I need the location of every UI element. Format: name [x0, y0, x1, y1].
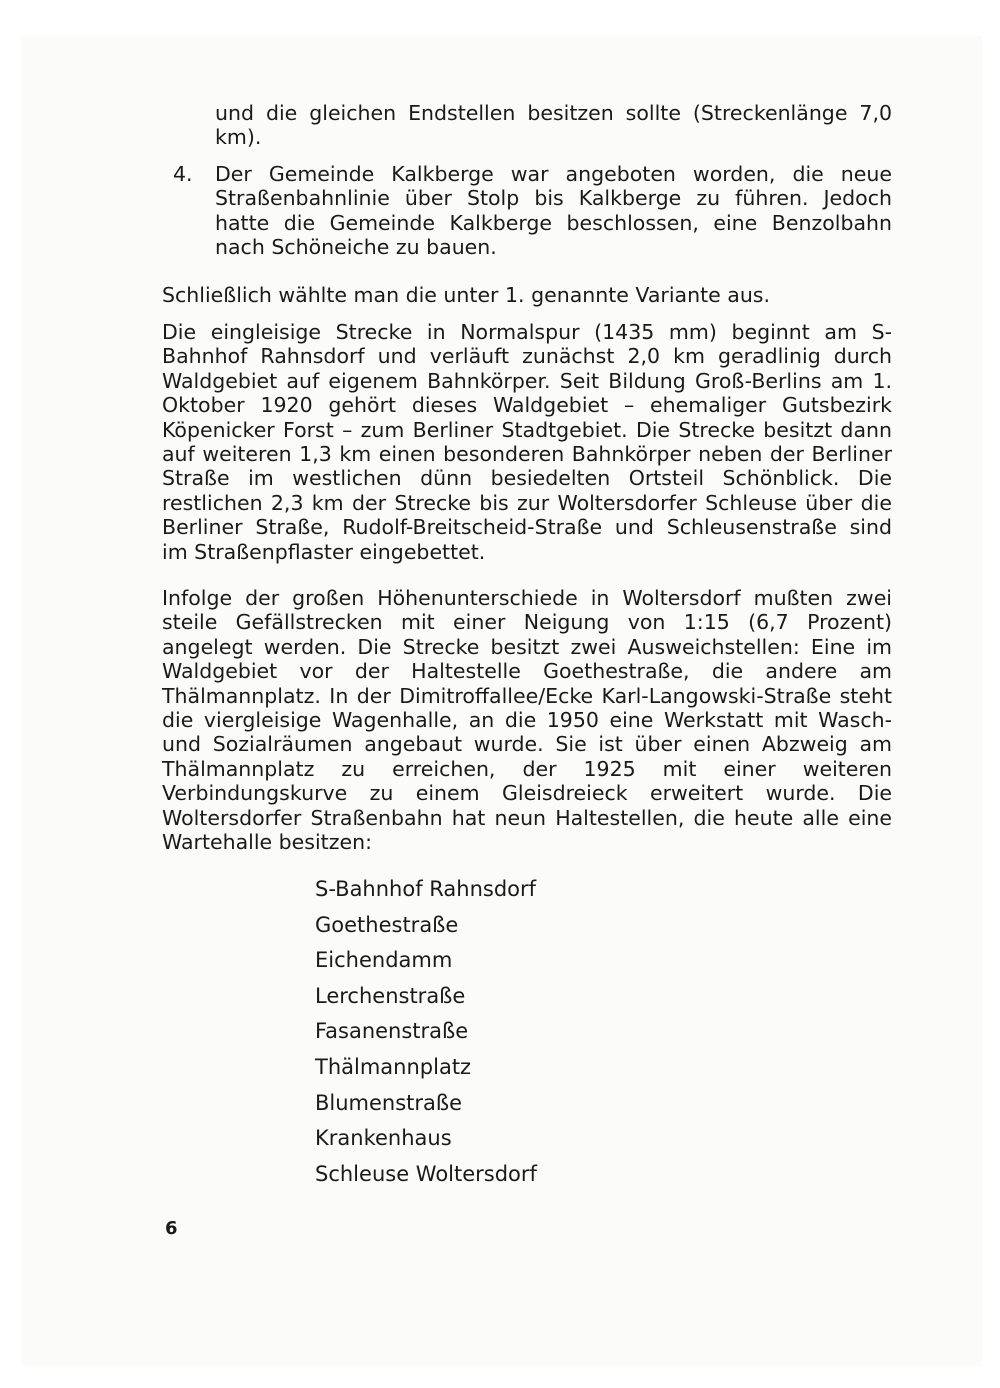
stop-list: [315, 877, 537, 1197]
list-item: Blumenstraße: [315, 1090, 463, 1115]
list-item: Fasanenstraße: [315, 1019, 469, 1044]
list-item: Eichendamm: [315, 948, 453, 973]
paragraph-variant-choice: Schließlich wählte man die unter 1. genannte Variante aus.: [162, 283, 771, 307]
list-item-4: [173, 162, 892, 260]
list-item-text: Der Gemeinde Kalkberge war angeboten worden, die neue Straßenbahnlinie über Stolp bis Kalkberge zu führen. Jedoch hatte die Gemeinde Kalkberge beschlossen, eine Benzolbahn nach Schöneiche zu bauen.: [215, 162, 892, 260]
paragraph-gradients-stops: Infolge der großen Höhenunterschiede in Woltersdorf mußten zwei steile Gefällstrecken mit einer Neigung von 1:15 (6,7 Prozent) angelegt werden. Die Strecke besitzt zwei Ausweichstellen: Eine im Waldgebiet vor der Haltestelle Goethestraße, die andere am Thälmannplatz. In der Dimitroffallee/Ecke Karl-Langowski-Straße steht die viergleisige Wagenhalle, an die 1950 eine Werkstatt mit Wasch- und Sozialräumen angebaut wurde. Sie ist über einen Abzweig am Thälmannplatz zu erreichen, der 1925 mit einer weiteren Verbindungskurve zu einem Gleisdreieck erweitert wurde. Die Woltersdorfer Straßenbahn hat neun Haltestellen, die heute alle eine Wartehalle besitzen:: [162, 586, 892, 855]
list-item: Goethestraße: [315, 912, 459, 937]
list-item: Krankenhaus: [315, 1126, 452, 1151]
list-item: S-Bahnhof Rahnsdorf: [315, 877, 537, 901]
continuation-text: und die gleichen Endstellen besitzen sollte (Streckenlänge 7,0 km).: [215, 101, 892, 150]
list-item-number: 4.: [173, 162, 193, 186]
paragraph-route-description: Die eingleisige Strecke in Normalspur (1435 mm) beginnt am S-Bahnhof Rahnsdorf und verläuft zunächst 2,0 km geradlinig durch Waldgebiet auf eigenem Bahnkörper. Seit Bildung Groß-Berlins am 1. Oktober 1920 gehört dieses Waldgebiet – ehemaliger Gutsbezirk Köpenicker Forst – zum Berliner Stadtgebiet. Die Strecke besitzt dann auf weiteren 1,3 km einen besonderen Bahnkörper neben der Berliner Straße im westlichen dünn besiedelten Ortsteil Schönblick. Die restlichen 2,3 km der Strecke bis zur Woltersdorfer Schleuse über die Berliner Straße, Rudolf-Breitscheid-Straße und Schleusenstraße sind im Straßenpflaster eingebettet.: [162, 320, 892, 564]
page-number: 6: [165, 1218, 178, 1239]
list-item: Lerchenstraße: [315, 983, 466, 1008]
list-item: Schleuse Woltersdorf: [315, 1161, 537, 1186]
list-item: Thälmannplatz: [315, 1054, 472, 1079]
